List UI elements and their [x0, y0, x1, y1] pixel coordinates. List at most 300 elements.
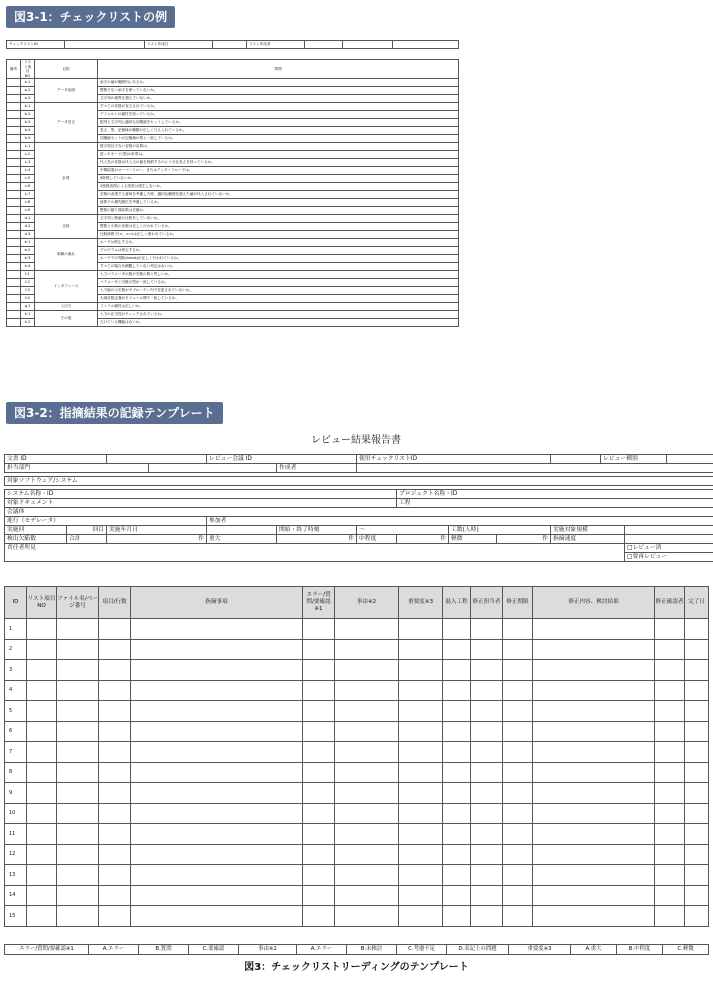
count-label-major: 件	[277, 535, 357, 544]
finding-cell[interactable]	[443, 783, 471, 804]
finding-cell[interactable]	[303, 844, 335, 865]
finding-cell[interactable]	[335, 701, 399, 722]
list-item-no: e-2	[21, 247, 35, 255]
finding-cell[interactable]	[655, 783, 685, 804]
row-id: 2	[5, 639, 27, 660]
finding-cell[interactable]	[27, 844, 57, 865]
finding-cell[interactable]	[503, 885, 533, 906]
finding-cell[interactable]	[655, 639, 685, 660]
finding-cell[interactable]	[503, 721, 533, 742]
purpose-cell: 比較	[35, 215, 98, 239]
finding-cell[interactable]	[27, 701, 57, 722]
finding-cell[interactable]	[99, 783, 131, 804]
finding-cell[interactable]	[27, 865, 57, 886]
finding-cell[interactable]	[131, 783, 303, 804]
column-header: 項目/行数	[99, 587, 131, 619]
finding-cell[interactable]	[399, 680, 443, 701]
finding-cell[interactable]	[27, 824, 57, 845]
finding-cell[interactable]	[533, 660, 655, 681]
finding-cell[interactable]	[303, 783, 335, 804]
finding-cell[interactable]	[533, 906, 655, 927]
finding-cell[interactable]	[533, 783, 655, 804]
question-cell: ファイル属性は正しいか。	[98, 303, 459, 311]
finding-row	[5, 639, 709, 660]
meeting-place-label: 会議体	[5, 508, 713, 517]
finding-cell[interactable]	[399, 865, 443, 886]
finding-cell[interactable]	[131, 803, 303, 824]
finding-cell[interactable]	[655, 865, 685, 886]
checklist-row	[7, 303, 459, 311]
finding-cell[interactable]	[303, 803, 335, 824]
list-item-no: f-1	[21, 271, 35, 279]
list-item-no: c-2	[21, 151, 35, 159]
finding-cell[interactable]	[99, 762, 131, 783]
finding-cell[interactable]	[443, 619, 471, 640]
finding-cell[interactable]	[399, 783, 443, 804]
list-item-no: b-3	[21, 119, 35, 127]
finding-cell[interactable]	[99, 721, 131, 742]
finding-cell[interactable]	[399, 639, 443, 660]
finding-cell[interactable]	[399, 660, 443, 681]
finding-cell[interactable]	[685, 701, 709, 722]
finding-cell[interactable]	[57, 844, 99, 865]
remarks-cell	[7, 311, 21, 319]
remarks-cell	[7, 271, 21, 279]
finding-cell[interactable]	[443, 680, 471, 701]
finding-cell[interactable]	[655, 824, 685, 845]
finding-cell[interactable]	[27, 885, 57, 906]
purpose-cell: 制御の流れ	[35, 239, 98, 271]
finding-cell[interactable]	[99, 906, 131, 927]
finding-cell[interactable]	[303, 885, 335, 906]
finding-cell[interactable]	[655, 803, 685, 824]
finding-cell[interactable]	[131, 660, 303, 681]
question-cell: 文字列と数値の比較をしていないか。	[98, 215, 459, 223]
finding-cell[interactable]	[99, 660, 131, 681]
target-scale-label: 実施対象規模	[551, 526, 625, 535]
tilde-label: ～	[357, 526, 449, 535]
finding-cell[interactable]	[99, 865, 131, 886]
list-item-no: e-4	[21, 263, 35, 271]
remarks-cell	[7, 103, 21, 111]
finding-cell[interactable]	[503, 865, 533, 886]
question-cell: 数字項目でない変数の計算は。	[98, 143, 459, 151]
legend-cell: B.未検討	[347, 945, 397, 955]
finding-cell[interactable]	[503, 803, 533, 824]
finding-cell[interactable]	[335, 762, 399, 783]
finding-cell[interactable]	[685, 783, 709, 804]
finding-cell[interactable]	[303, 680, 335, 701]
finding-cell[interactable]	[399, 742, 443, 763]
finding-cell[interactable]	[131, 742, 303, 763]
finding-cell[interactable]	[399, 885, 443, 906]
checklist-row	[7, 271, 459, 279]
finding-cell[interactable]	[471, 865, 503, 886]
legend-cell: C.軽微	[663, 945, 709, 955]
finding-cell[interactable]	[99, 803, 131, 824]
finding-cell[interactable]	[99, 639, 131, 660]
finding-cell[interactable]	[399, 906, 443, 927]
finding-cell[interactable]	[57, 762, 99, 783]
finding-cell[interactable]	[335, 824, 399, 845]
finding-cell[interactable]	[685, 885, 709, 906]
finding-cell[interactable]	[533, 865, 655, 886]
finding-cell[interactable]	[399, 619, 443, 640]
list-item-no: d-2	[21, 223, 35, 231]
finding-cell[interactable]	[27, 619, 57, 640]
question-cell: 添字の値が範囲内にあるか。	[98, 79, 459, 87]
finding-cell[interactable]	[399, 803, 443, 824]
finding-cell[interactable]	[471, 639, 503, 660]
list-item-no: c-3	[21, 159, 35, 167]
finding-cell[interactable]	[303, 824, 335, 845]
participants-label: 参加者	[207, 517, 713, 526]
question-cell: ループでの判断(break)が正しく行われているか。	[98, 255, 459, 263]
finding-cell[interactable]	[27, 762, 57, 783]
list-item-no: f-2	[21, 279, 35, 287]
finding-cell[interactable]	[471, 824, 503, 845]
finding-cell[interactable]	[533, 680, 655, 701]
findings-table	[4, 586, 709, 927]
finding-cell[interactable]	[471, 701, 503, 722]
finding-cell[interactable]	[471, 680, 503, 701]
finding-cell[interactable]	[57, 783, 99, 804]
column-header: 事由※2	[335, 587, 399, 619]
finding-cell[interactable]	[503, 824, 533, 845]
finding-cell[interactable]	[685, 865, 709, 886]
finding-cell[interactable]	[99, 742, 131, 763]
purpose-header: 目的	[35, 60, 98, 79]
remarks-cell	[7, 207, 21, 215]
finding-cell[interactable]	[443, 906, 471, 927]
finding-cell[interactable]	[471, 619, 503, 640]
finding-cell[interactable]	[533, 639, 655, 660]
finding-cell[interactable]	[471, 721, 503, 742]
finding-cell[interactable]	[99, 619, 131, 640]
start-end-time-label: 開始・終了時刻	[277, 526, 357, 535]
checklist-row	[7, 311, 459, 319]
list-item-no: c-1	[21, 143, 35, 151]
checklist-row	[7, 143, 459, 151]
finding-cell[interactable]	[443, 762, 471, 783]
finding-cell[interactable]	[503, 639, 533, 660]
finding-cell[interactable]	[443, 865, 471, 886]
finding-cell[interactable]	[655, 742, 685, 763]
finding-cell[interactable]	[57, 639, 99, 660]
legend-cell: 重要度※3	[509, 945, 571, 955]
checklist-row	[7, 103, 459, 111]
finding-row	[5, 701, 709, 722]
finding-cell[interactable]	[57, 721, 99, 742]
row-id: 9	[5, 783, 27, 804]
finding-cell[interactable]	[471, 906, 503, 927]
question-cell: 整数と小数の比較は正しく行われているか。	[98, 223, 459, 231]
finding-cell[interactable]	[27, 783, 57, 804]
finding-cell[interactable]	[533, 844, 655, 865]
process-label: 工程	[397, 499, 713, 508]
finding-cell[interactable]	[335, 865, 399, 886]
remarks-cell	[7, 79, 21, 87]
finding-cell[interactable]	[443, 742, 471, 763]
finding-row	[5, 906, 709, 927]
finding-cell[interactable]	[57, 619, 99, 640]
detected-defects-label: 検出欠陥数	[5, 535, 67, 544]
finding-cell[interactable]	[533, 721, 655, 742]
finding-cell[interactable]	[27, 660, 57, 681]
finding-cell[interactable]	[655, 885, 685, 906]
finding-cell[interactable]	[27, 742, 57, 763]
finding-cell[interactable]	[655, 701, 685, 722]
finding-cell[interactable]	[685, 844, 709, 865]
finding-cell[interactable]	[99, 824, 131, 845]
finding-cell[interactable]	[57, 803, 99, 824]
finding-cell[interactable]	[533, 824, 655, 845]
question-cell: 演算子の優先順位を考慮しているか。	[98, 199, 459, 207]
finding-cell[interactable]	[57, 824, 99, 845]
finding-cell[interactable]	[503, 844, 533, 865]
finding-cell[interactable]	[99, 680, 131, 701]
re-review-checkbox[interactable]: □要再レビュー	[625, 553, 713, 562]
finding-cell[interactable]	[131, 762, 303, 783]
finding-cell[interactable]	[685, 619, 709, 640]
finding-cell[interactable]	[533, 803, 655, 824]
finding-cell[interactable]	[99, 844, 131, 865]
finding-cell[interactable]	[131, 906, 303, 927]
finding-cell[interactable]	[655, 762, 685, 783]
finding-row	[5, 844, 709, 865]
list-item-no: h-1	[21, 311, 35, 319]
finding-cell[interactable]	[57, 742, 99, 763]
finding-cell[interactable]	[303, 639, 335, 660]
finding-cell[interactable]	[503, 680, 533, 701]
finding-cell[interactable]	[399, 824, 443, 845]
finding-cell[interactable]	[131, 639, 303, 660]
project-name-id-label: プロジェクト名称・ID	[397, 490, 713, 499]
finding-cell[interactable]	[399, 844, 443, 865]
remarks-cell	[7, 303, 21, 311]
finding-cell[interactable]	[399, 721, 443, 742]
finding-cell[interactable]	[533, 885, 655, 906]
finding-cell[interactable]	[503, 762, 533, 783]
finding-cell[interactable]	[99, 701, 131, 722]
finding-cell[interactable]	[131, 680, 303, 701]
finding-cell[interactable]	[533, 619, 655, 640]
finding-cell[interactable]	[399, 762, 443, 783]
finding-cell[interactable]	[503, 742, 533, 763]
finding-row	[5, 742, 709, 763]
finding-cell[interactable]	[655, 844, 685, 865]
finding-cell[interactable]	[57, 660, 99, 681]
remarks-header: 備考	[7, 60, 21, 79]
row-id: 10	[5, 803, 27, 824]
finding-cell[interactable]	[335, 742, 399, 763]
legend-cell: B.質問	[139, 945, 189, 955]
finding-cell[interactable]	[399, 701, 443, 722]
finding-cell[interactable]	[503, 619, 533, 640]
finding-cell[interactable]	[443, 721, 471, 742]
finding-cell[interactable]	[335, 680, 399, 701]
finding-row	[5, 803, 709, 824]
finding-cell[interactable]	[57, 906, 99, 927]
review-done-checkbox[interactable]: □レビュー済	[625, 544, 713, 553]
finding-cell[interactable]	[655, 680, 685, 701]
finding-cell[interactable]	[685, 660, 709, 681]
finding-row	[5, 762, 709, 783]
finding-cell[interactable]	[685, 906, 709, 927]
finding-cell[interactable]	[685, 742, 709, 763]
finding-cell[interactable]	[685, 721, 709, 742]
finding-cell[interactable]	[303, 721, 335, 742]
list-item-no: f-4	[21, 295, 35, 303]
finding-cell[interactable]	[443, 844, 471, 865]
finding-cell[interactable]	[27, 906, 57, 927]
finding-cell[interactable]	[471, 762, 503, 783]
finding-cell[interactable]	[99, 885, 131, 906]
finding-cell[interactable]	[57, 885, 99, 906]
finding-cell[interactable]	[685, 639, 709, 660]
finding-cell[interactable]	[655, 721, 685, 742]
column-header: 修正担当者	[471, 587, 503, 619]
finding-cell[interactable]	[303, 701, 335, 722]
list-item-no: d-1	[21, 215, 35, 223]
finding-cell[interactable]	[471, 783, 503, 804]
finding-cell[interactable]	[335, 844, 399, 865]
column-header: ファイル名/ページ番号	[57, 587, 99, 619]
finding-cell[interactable]	[303, 660, 335, 681]
used-checklist-id-label: 使用チェックリストID	[357, 455, 551, 464]
finding-cell[interactable]	[303, 762, 335, 783]
finding-cell[interactable]	[443, 803, 471, 824]
finding-cell[interactable]	[443, 639, 471, 660]
finding-cell[interactable]	[471, 885, 503, 906]
minor-label: 軽微	[449, 535, 497, 544]
question-cell: 欠けている機能はないか。	[98, 319, 459, 327]
finding-cell[interactable]	[443, 701, 471, 722]
row-id: 13	[5, 865, 27, 886]
finding-cell[interactable]	[685, 762, 709, 783]
column-header: エラー/質問/要確認※1	[303, 587, 335, 619]
question-cell: 変数の表現する意味を考慮した時、適切な範囲を超えた値が代入されていないか。	[98, 191, 459, 199]
finding-cell[interactable]	[471, 803, 503, 824]
remarks-cell	[7, 223, 21, 231]
finding-cell[interactable]	[471, 660, 503, 681]
finding-row	[5, 680, 709, 701]
finding-cell[interactable]	[303, 742, 335, 763]
finding-cell[interactable]	[335, 783, 399, 804]
remarks-cell	[7, 135, 21, 143]
question-cell: 混ったモード(型)の計算は。	[98, 151, 459, 159]
finding-cell[interactable]	[131, 619, 303, 640]
finding-cell[interactable]	[471, 844, 503, 865]
count-label-medium: 件	[397, 535, 449, 544]
remarks-cell	[7, 95, 21, 103]
finding-cell[interactable]	[533, 742, 655, 763]
question-cell: 0除算していないか。	[98, 175, 459, 183]
finding-cell[interactable]	[471, 742, 503, 763]
finding-cell[interactable]	[335, 803, 399, 824]
remarks-cell	[7, 175, 21, 183]
finding-cell[interactable]	[27, 803, 57, 824]
finding-cell[interactable]	[503, 660, 533, 681]
finding-cell[interactable]	[335, 639, 399, 660]
finding-cell[interactable]	[335, 660, 399, 681]
finding-cell[interactable]	[533, 701, 655, 722]
finding-cell[interactable]	[533, 762, 655, 783]
finding-cell[interactable]	[27, 721, 57, 742]
finding-cell[interactable]	[335, 906, 399, 927]
legend-cell: A.エラー	[89, 945, 139, 955]
remarks-cell	[7, 287, 21, 295]
finding-cell[interactable]	[655, 906, 685, 927]
finding-cell[interactable]	[57, 701, 99, 722]
finding-row	[5, 865, 709, 886]
finding-cell[interactable]	[131, 844, 303, 865]
finding-cell[interactable]	[443, 885, 471, 906]
finding-cell[interactable]	[131, 865, 303, 886]
purpose-cell: 入出力	[35, 303, 98, 311]
finding-cell[interactable]	[443, 660, 471, 681]
finding-cell[interactable]	[503, 701, 533, 722]
list-item-no: c-4	[21, 167, 35, 175]
list-item-no: e-1	[21, 239, 35, 247]
finding-cell[interactable]	[655, 660, 685, 681]
finding-cell[interactable]	[27, 680, 57, 701]
column-header: 修正内容、検討結果	[533, 587, 655, 619]
implementation-date-label: 実施年月日	[107, 526, 207, 535]
finding-cell[interactable]	[443, 824, 471, 845]
finding-cell[interactable]	[685, 680, 709, 701]
finding-cell[interactable]	[503, 906, 533, 927]
finding-cell[interactable]	[57, 865, 99, 886]
finding-cell[interactable]	[131, 721, 303, 742]
finding-cell[interactable]	[303, 906, 335, 927]
finding-cell[interactable]	[27, 639, 57, 660]
list-item-no: f-3	[21, 287, 35, 295]
remarks-cell	[7, 143, 21, 151]
finding-cell[interactable]	[131, 701, 303, 722]
finding-cell[interactable]	[131, 824, 303, 845]
finding-cell[interactable]	[685, 803, 709, 824]
legend-cell: B.中程度	[617, 945, 663, 955]
purpose-cell: データ参照	[35, 79, 98, 103]
finding-cell[interactable]	[685, 824, 709, 845]
finding-cell[interactable]	[303, 865, 335, 886]
legend-cell: C.考慮不足	[397, 945, 447, 955]
finding-cell[interactable]	[303, 619, 335, 640]
remarks-cell	[7, 247, 21, 255]
question-cell: デフォルトの属性を知っているか。	[98, 111, 459, 119]
checklist-table	[6, 59, 459, 327]
system-name-id-label: システム名称・ID	[5, 490, 397, 499]
finding-cell[interactable]	[57, 680, 99, 701]
finding-cell[interactable]	[655, 619, 685, 640]
finding-cell[interactable]	[503, 783, 533, 804]
question-cell: プログラムは停止するか。	[98, 247, 459, 255]
finding-cell[interactable]	[335, 721, 399, 742]
question-cell: 文字列の境界を超えていないか。	[98, 95, 459, 103]
finding-cell[interactable]	[131, 885, 303, 906]
finding-cell[interactable]	[335, 619, 399, 640]
creator-label: リスト作成者	[247, 41, 305, 49]
indication-rate-label: 指摘速度	[551, 535, 625, 544]
column-header: ID	[5, 587, 27, 619]
legend-cell: A.重大	[571, 945, 617, 955]
remarks-cell	[7, 239, 21, 247]
figure1-title: 図3-1：チェックリストの例	[6, 6, 175, 28]
report-header-table	[4, 454, 713, 562]
finding-cell[interactable]	[335, 885, 399, 906]
column-header: リスト項目NO	[27, 587, 57, 619]
